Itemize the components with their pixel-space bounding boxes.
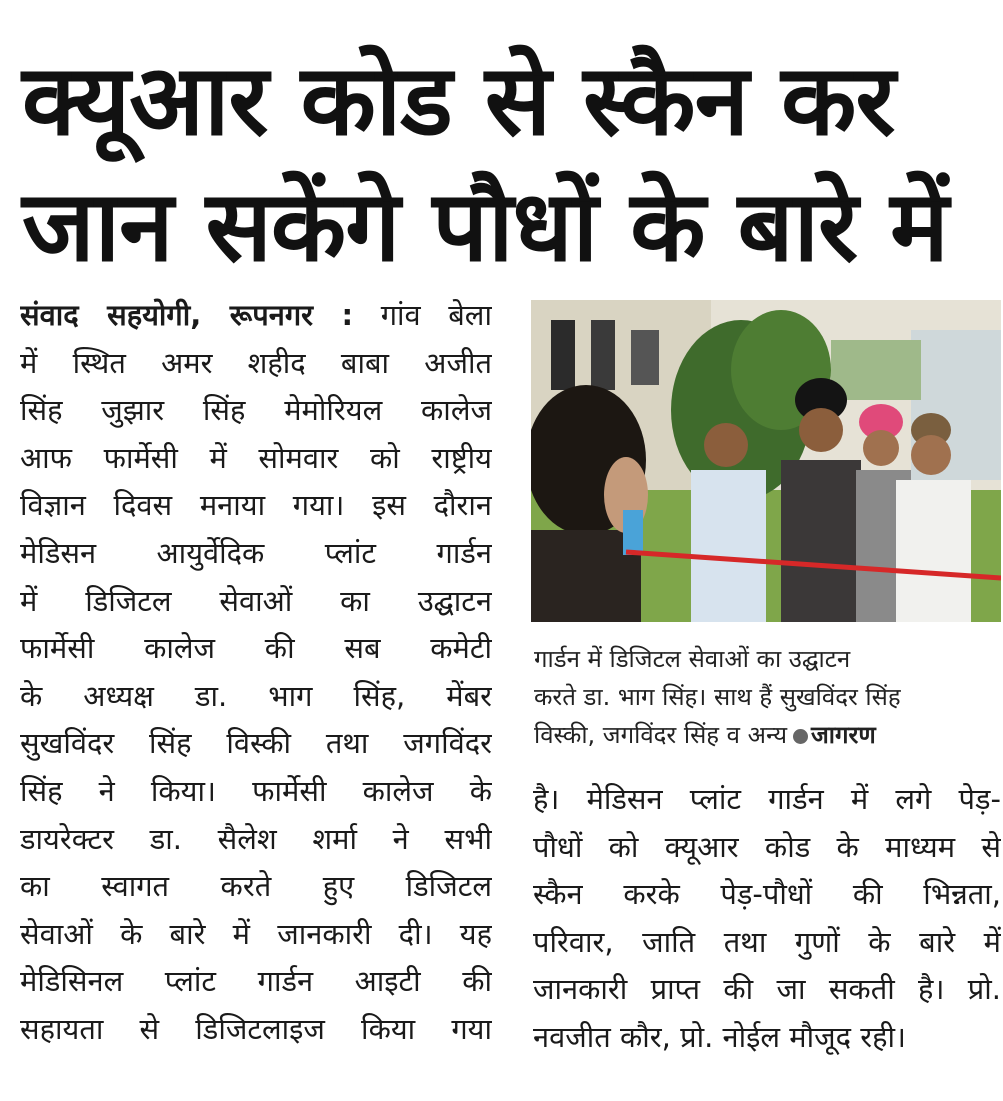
headline-line-1: क्यूआर कोड से स्कैन कर: [22, 44, 895, 158]
article-line: में डिजिटल सेवाओं का उद्घाटन: [20, 583, 492, 618]
article-line: सहायता से डिजिटलाइज किया गया: [20, 1011, 492, 1046]
article-line: मेडिसिनल प्लांट गार्डन आइटी की: [20, 964, 492, 999]
article-line: स्कैन करके पेड़-पौधों की भिन्नता,: [533, 877, 1001, 912]
article-line: परिवार, जाति तथा गुणों के बारे में: [533, 924, 1001, 959]
article-line: का स्वागत करते हुए डिजिटल: [20, 869, 492, 904]
headline-line-2: जान सकेंगे पौधों के बारे में: [22, 170, 948, 284]
article-left-column: [20, 292, 492, 1054]
article-line: सुखविंदर सिंह विस्की तथा जगविंदर: [20, 726, 492, 761]
bullet-icon: [793, 729, 808, 744]
article-line: संवाद सहयोगी, रूपनगर : गांव बेला: [20, 298, 492, 332]
article-line: विज्ञान दिवस मनाया गया। इस दौरान: [20, 488, 492, 523]
dateline: संवाद सहयोगी, रूपनगर :: [20, 298, 354, 332]
article-line: पौधों को क्यूआर कोड के माध्यम से: [533, 829, 1001, 864]
article-line: मेडिसन आयुर्वेदिक प्लांट गार्डन: [20, 535, 492, 570]
article-line: सिंह ने किया। फार्मेसी कालेज के: [20, 773, 492, 808]
article-right-column: [533, 776, 1001, 1062]
caption-line: गार्डन में डिजिटल सेवाओं का उद्घाटन: [534, 645, 851, 673]
article-line: जानकारी प्राप्त की जा सकती है। प्रो.: [533, 972, 1001, 1007]
photo-caption: [534, 640, 996, 754]
caption-line: करते डा. भाग सिंह। साथ हैं सुखविंदर सिंह: [534, 683, 901, 711]
article-line: में स्थित अमर शहीद बाबा अजीत: [20, 345, 492, 380]
article-line: डायरेक्टर डा. सैलेश शर्मा ने सभी: [20, 821, 492, 856]
photo-illustration: [531, 300, 1001, 622]
headline: [22, 38, 982, 290]
article-line: आफ फार्मेसी में सोमवार को राष्ट्रीय: [20, 440, 492, 475]
article-line: के अध्यक्ष डा. भाग सिंह, मेंबर: [20, 678, 492, 713]
news-photo: [531, 300, 1001, 622]
person-blue-coat: [691, 470, 766, 622]
article-line: है। मेडिसन प्लांट गार्डन में लगे पेड़-: [533, 782, 1001, 816]
article-line: नवजीत कौर, प्रो. नोईल मौजूद रही।: [533, 1019, 907, 1054]
article-line: सिंह जुझार सिंह मेमोरियल कालेज: [20, 393, 492, 428]
article-line: सेवाओं के बारे में जानकारी दी। यह: [20, 916, 492, 951]
caption-line: विस्की, जगविंदर सिंह व अन्य जागरण: [534, 721, 876, 749]
photo-credit: जागरण: [811, 721, 876, 749]
article-line: फार्मेसी कालेज की सब कमेटी: [20, 631, 492, 666]
